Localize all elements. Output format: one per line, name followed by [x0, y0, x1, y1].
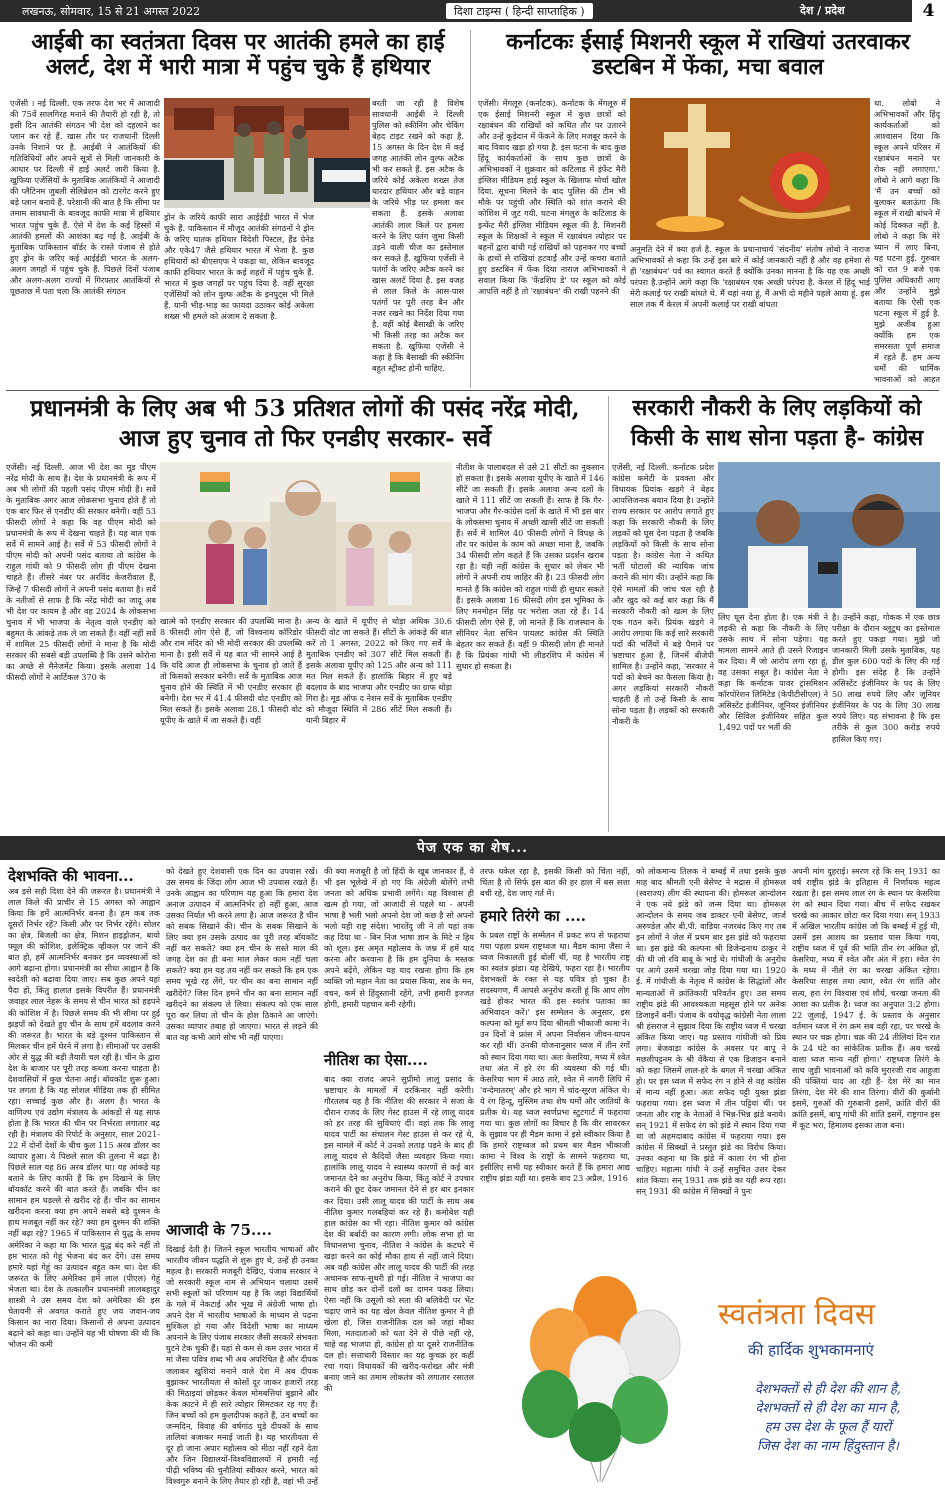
greeting-subtitle: की हार्दिक शुभकामनाएं — [748, 1341, 874, 1359]
story2-col1: एजेंसी। मेंगलूरु (कर्नाटक). कर्नाटक के मेंगलूरु में एक ईसाई मिशनरी स्कूल में कुछ छात्रों को रक्षाबंधन की राखियों को कथित तौर पर उतारने और उन्हें कूड़ेदान में फेंकने के लिए मजबूर करने के बाद विवाद खड़ा हो गया है. इस घटना के बाद कुछ हिंदू कार्यकर्ताओं के साथ कुछ छात्रों के अभिभावकों ने शुक्रवार को कटिलाड में इंफेंट मैरी इंग्लिश मीडियम हाई स्कूल के खिलाफ मोर्चा खोल दिया. सूचना मिलने के बाद पुलिस की टीम भी मौके पर पहुंची और स्थिति को शांत कराने की कोशिश में जुट गयी. घटना मंगलुरु के कटिलाड के इन्फेंट मैरी इंग्लिश मीडियम स्कूल की है. मिशनरी स्कूल के शिक्षकों ने स्कूल में रक्षाबंधन त्योहार पर बहनों द्वारा बांधी गई राखियों को पहनकर गए बच्चों के हाथों से राखियां हटवाईं और उन्हें कचरा बताते हुए डस्टबिन में फेंक दिया नाराज अभिभावकों ने सवाल किया कि 'फेंडशिप डे' पर स्कूल को कोई आपत्ति नहीं है तो 'रक्षाबंधन' की राखी पहनने की — [478, 98, 626, 296]
modi-photo — [160, 462, 452, 612]
balloons-graphic — [490, 1254, 720, 1486]
section-divider — [6, 390, 939, 391]
story4-headline-line1: सरकारी नौकरी के लिए लड़कियों को — [632, 395, 922, 421]
issue-date: लखनऊ, सोमवार, 15 से 21 अगस्त 2022 — [22, 5, 201, 18]
story4-col3: है। उन्होंने कहा, गोकक में एक छात्र परीक्षा के दौरान ब्लूटूथ का इस्तेमाल करते हुए पकड़ा गया। मुझे जो जानकारी मिली उसके मुताबिक, यह डील कुल 600 पदों के लिए की गई होगी। इस संदेह है कि उन्होंने असिस्टेंट इंजीनियर के पद के लिए 50 लाख रुपये लिए और जूनियर इंजीनियर के पद के लिए 30 लाख रुपये लिए। यह संभावना है कि इस तरीके से कुल 300 करोड़ रुपये हासिल किए गए। — [832, 612, 940, 744]
poem-line-4: जिस देश का नाम हिंदुस्तान है। — [757, 1439, 899, 1454]
tiranga-intro: तरफ धकेल रहा है, इसकी किसी को चिंता नहीं, चिंता है तो सिर्फ इस बात की हर हाल में बस सत्ता बची रहे, देश जाए गर्त में। — [480, 866, 630, 899]
page-header — [0, 0, 945, 22]
column-divider — [470, 30, 471, 388]
rakhi-photo — [630, 98, 870, 240]
azadi-heading: आजादी के 75.... — [166, 1221, 272, 1239]
greeting-title: स्वतंत्रता दिवस — [718, 1297, 876, 1332]
newspaper-name: दिशा टाइम्स ( हिन्दी साप्ताहिक ) — [446, 3, 593, 19]
story3-col3: अन्य के खाते में यूपीए से थोड़ा अधिक 30.6 फीसदी वोट जा सकते हैं। सीटों के आंकड़े की बात करें तो 1 अगस्त, 2022 को किए गए सर्वे के मुताबिक एनडीए को 307 सीटें मिल सकती हैं। इसके अलावा यूपीए को 125 और अन्य को 111 मत मिल सकते हैं। हालांकि बिहार में हुए बड़े बदलाव के बाद भाजपा और एनडीए का ग्राफ थोड़ा गिरा है। मूड ऑफ द नेशन सर्वे के मुताबिक एनडीए को मौजूदा स्थिति में 286 सीटें मिल सकती हैं। यानी बिहार में — [306, 616, 452, 726]
story3-col2: खात्मे को एनडीए सरकार की उपलब्धि माना है। 8 फीसदी लोग ऐसे हैं, जो विश्वनाथ कॉरिडोर और राम मंदिर को भी मोदी सरकार की उपलब्धि माना है। इसी सर्वे में यह बात भी सामने आई है कि यदि आज ही लोकसभा के चुनाव हो जाते हैं तो किसको सरकार बनेगी। सर्वे के मुताबिक आज चुनाव होने की स्थिति में भी एनडीए सरकार ही बनेगी। देश भर में 41.4 फीसदी वोट एनडीए को मिल सकते हैं। इसके अलावा 28.1 फीसदी वोट यूपीए के खाते में जा सकते हैं। वहीं — [160, 616, 302, 726]
nitish-heading: नीतिश का ऐसा.... — [324, 1051, 428, 1069]
story4-col2: लिए घूस देना होता है। एक मंत्री ने लड़की से कहा कि नौकरी के लिए उसके साथ में सोना पड़ेगा। यह मामला सामने आते ही उसने रिजाइन कर दिया। मैं जो आरोप लगा रहा हूं, वह उसका सबूत है। कांग्रेस नेता ने कहा कि कर्नाटक पावर ट्रांसमिशन कॉरपोरेशन लिमिटेड (केपीटीसीएल) ने असिस्टेंट इंजीनियर, जूनियर इंजीनियर और सिविल इंजीनियर सहित कुल 1,492 पदों पर भर्ती की — [718, 612, 828, 733]
flag-history-col: को लोकमान्य तिलक ने बम्बई में तथा इसके कुछ माह बाद श्रीमती एनी बेसेण्ट ने मद्रास में होमरूल (स्वराज्य) लीग की स्थापना की। होमरूल आन्दोलन ने एक नये झंडे को जन्म दिया था। होमरूल आन्दोलन के समय जब डाक्टर एनी बेसेण्ट, जार्ज अरुण्डेल और बी.पी. वाडिया नजरबंद किए गए तब इन लोगों ने जेल में प्रथम बार इस झंडे को फहराया था। इस झंडे की कल्पना श्री डिजेन्द्रनाथ ठाकुर ने की थी जो रवि बाबू के भाई थे। गांधीजी के अनुरोध पर आगे उसमें चरखा जोड़ दिया गया था। 1920 ई. में गांधीजी के नेतृत्व में कांग्रेस के सिद्धांतों और मान्यताओं में क्रांतिकारी परिवर्तन हुए। उस समय राष्ट्रीय झंडे की आवश्यकता महसूस होने पर अनेक डिजाइनें बनीं। पंजाब के वयोवृद्ध कांग्रेसी नेता लाला श्री हंसराज ने सुझाव दिया कि राष्ट्रीय ध्वज में चरखा अंकित किया जाए। यह प्रस्ताव गांधीजी को प्रिय लगा। बेजवाड़ा कांग्रेस के अवसर पर बापू ने मछलीपट्टनम के श्री वेंकैया से एक डिजाइन बनाने को कहा जिसमें लाल-हरे के बगल में चरखा अंकित हो। पर इस ध्वज में सफेद रंग न होने से वह कांग्रेस में मान्य नहीं हुआ। अतः सफेद पट्टी युक्त झंडा फहराया गया। इस ध्वज में तीन पट्टियां थीं। पर जनता और राष्ट्र के नेताओं ने भिन्न-भिन्न झंडे बनाये। सन् 1921 में सफेद रंग को झंडे में स्थान दिया गया था जो अहमदाबाद कांग्रेस में फहराया गया। इस कांग्रेस में सिक्खों ने प्रस्तुत झंडे का विरोध किया। उनका कहना था कि झंडे में काला रंग भी होना चाहिए। महात्मा गांधी ने उन्हें समुचित उत्तर देकर शांत किया। सन् 1931 तक झंडे का यही रूप रहा। सन् 1931 की कांग्रेस में सिक्खों ने पुनः — [636, 866, 786, 1197]
section-name: देश / प्रदेश — [800, 4, 845, 17]
continuation-banner-text: पेज एक का शेष... — [416, 840, 529, 856]
story1-headline: आईबी का स्वतंत्रता दिवस पर आतंकी हमले का हाई अलर्ट, देश में भारी मात्रा में पहुंच चुके हैं हथियार — [31, 29, 445, 81]
tiranga-col: के प्रबल राष्ट्रों के सम्मेलन में प्रकट रूप से फहराया गया पहला प्रथम राष्ट्रध्वज था। मैडम कामा जैसा ने ध्वज निकालती हुई बोलीं थीं, यह है भारतीय राष्ट्र का स्वतंत्र झंडा। यह देखिये, फहरा रहा है। भारतीय देशभक्तों के रक्त से यह पवित्र हो चुका है। सदस्यगण, मैं आपसे अनुरोध करती हूं कि आप लोग खड़े होकर भारत की इस स्वतंत्र पताका का अभिवादन करें।' इस सम्मेलन के अनुसार, इस कल्पना को मूर्त रूप दिया श्रीमती भीकाजी कामा ने। उन दिनों वे फ्रांस में अपना निर्वासन जीवन-यापन कर रही थीं। उनकी योजनानुसार ध्वज में तीन रंगों को स्थान दिया गया था। अतः केसरिया, मध्य में श्वेत तथा अंत में हरे रंग की व्यवस्था की गई थी। केसरिया भाग में आठ तारे, श्वेत में नागरी लिपि में 'वन्देमातरम्' और हरे भाग में चांद-सूरज अंकित थे। ये रंग हिन्दू, मुस्लिम तथा शेष धर्मों और जातियों के प्रतीक थे। यह ध्वज स्वर्णप्रभा स्टुटगार्ट में फहराया गया था। कुछ लोगों का विचार है कि वीर सावरकर के सुझाव पर ही मैडम कामा ने इसे स्वीकार किया है कि हमारे राष्ट्रध्वज को प्रथम बार मैडम भीकाजी कामा ने विश्व के राष्ट्रों के सामने फहराया था, इसीलिए सभी यह स्वीकार करते हैं कि हमारा आद्य राष्ट्रीय झंडा यही था। इसके बाद 23 अप्रैल, 1916 — [480, 930, 630, 1184]
greeting-poem — [718, 1380, 938, 1456]
page-number: 4 — [912, 0, 945, 22]
flag-history-col2: अपनी मांग दुहराई। स्मरण रहे कि सन् 1931 का वर्ष राष्ट्रीय झंडे के इतिहास में निर्णायक महत्व रखता है। इस समय लाल रंग के स्थान पर केसरिया रंग को स्थान दिया गया। बीच में सफेद रखकर चरखे का आकार छोटा कर दिया गया। सन् 1933 में अखिल भारतीय कांग्रेस जो कि बम्बई में हुई थी, उसमें इस आशय का प्रस्ताव पास किया गया, राष्ट्रीय ध्वज में पूर्व की भांति तीन रंग अंकित हों, केसरिया, मध्य में श्वेत और अंत में हरा। श्वेत रंग के मध्य में नीले रंग का चरखा अंकित रहेगा। केसरिया साहस तथा त्याग, श्वेत रंग शांति और सत्य, हरा रंग विश्वास एवं शौर्य, चरखा जनता की आशा का प्रतीक है। ध्वज का अनुपात 3:2 होगा। 22 जुलाई, 1947 ई. के प्रस्ताव के अनुसार वर्तमान ध्वज में रंग क्रम सब वही रहा, पर चरखे के स्थान पर चक्र होगा। चक्र की 24 तीलियां दिन रात के 24 घंटे का सांकेतिक प्रतीक हैं। अब चरखे वाला ध्वज मान्य नहीं होगा।' राष्ट्रध्वज तिरंगे के साथ जुड़ी भावनाओं को कवि मुरारजी राव आहुजा की पंक्तियां याद आ रही हैं- देश मेरे का मान तिरंगा, देश मेरे की शान तिरंगा। वीरों की कुर्बानी इसमें, गुरुओं की गुरुबानी इसमें, क्रांति वीरों की क्रांति इसमें, बापू गांधी की शांति इसमें, राष्ट्रगान इस में कूट भरा, हिमालय इसका ताज बना। — [792, 866, 940, 1131]
story4-col1: एजेंसी, नई दिल्ली. कर्नाटक प्रदेश कांग्रेस कमेटी के प्रवक्ता और विधायक प्रियांक खड़गे ने बेहद आपत्तिजनक बयान दिया है। उन्होंने राज्य सरकार पर आरोप लगाते हुए कहा कि सरकारी नौकरी के लिए लड़कों को घूस देना पड़ता है जबकि लड़कियों को किसी के साथ सोना पड़ता है। कांग्रेस नेता ने कथित भर्ती घोटालों की न्यायिक जांच कराने की मांग की। उन्होंने कहा कि ऐसे मामलों की जांच चल रही है और खुद को कई बार कहा कि मैं सरकारी नौकरी को खत्म के लिए एक गठन करें। प्रियंक खड़गे ने आरोप लगाया कि कई सारे सरकारी पदों की भर्तियों में बड़े पैमाने पर भ्रष्टाचार हुआ है, जिनमें बीजेपी शामिल है। उन्होंने कहा, 'सरकार ने पदों को बेचने का फैसला किया है। अगर लड़कियां सरकारी नौकरी चाहती हैं तो उन्हें किसी के साथ सोना पड़ता है। लड़कों को सरकारी नौकरी के — [612, 462, 714, 727]
story2-col2: अनुमति देने में क्या हर्ज है. स्कूल के प्रधानाचार्य 'संदनीय' संतोष लोबो ने नाराज अभिभावकों से कहा कि उन्हें इस बारे में कोई जानकारी नहीं है और वह हमेशा से ही 'रक्षाबंधन' पर्व का स्वागत करते हैं क्योंकि उनका मानना है कि यह एक अच्छी परंपरा है.उन्होंने आगे कहा कि 'रक्षाबंधन एक अच्छी परंपरा है. केरल में हिंदू भाई मेरी कलाई पर राखी बांधते थे. मैं यहां नया हूं, मैं अभी दो महीने पहले आया हूं. इस साल तक मैं केरल में अपनी कलाई पर राखी बांधता — [630, 244, 870, 310]
deshbhakti-col1: अब इसे सही दिशा देने की जरूरत है। प्रधानमंत्री ने लाल किले की प्राचीर से 15 अगस्त को आह्वान किया कि हमें आत्मनिर्भर बनना है। हम कब तक दूसरों निर्भर रहें? किसी और पर निर्भर रहेंगे। सोलर का क्षेत्र, बिजली का क्षेत्र, मिशन हाइड्रोजन, बायो फ्यूल की कोशिश, इलेक्ट्रिक व्हीकल पर जाने की बात हो, हमें आत्मनिर्भर बनकर इन व्यवस्थाओं को आगे बढ़ाना होगा। प्रधानमंत्री का सीधा आह्वान है कि स्वदेशी को बढ़ावा दिया जाए। सब कुछ अपने यहां पैदा हो, किंतु हालात इसके विपरीत हैं। प्रधानमंत्री जवाहर लाल नेहरू के समय से चीन भारत को हड़पने की कोशिश में है। पिछले समय की भी सीमा पर हुई झड़पों को देखते हुए चीन के साथ हमें बदलाव करने की जरूरत है। भारत के बड़े दुश्मन पाकिस्तान से मिलकर चीन हमें घेरने में लगा है। सीमाओं पर उसकी ओर से युद्ध की बड़ी तैयारी चल रही है। चीन के द्वारा देश के बाजार पर पूरी तरह कब्जा करना चाहता है। देशवासियों में कुछ चेतना आई। बॉयकॉट शुरू हुआ। पर लगता है कि यह सोशल मीडिया तक ही सीमित रहा। सच्चाई कुछ और है। अलग है। भारत के वाणिज्य एवं उद्योग मंत्रालय के आंकड़ों से यह साफ होता है कि भारत की चीन पर निर्भरता लगातार बढ़ रही है। मंत्रालय की रिपोर्ट के अनुसार, साल 2021-22 में दोनों देशों के बीच कुल 115 अरब डॉलर का व्यापार हुआ। ये पिछले साल की तुलना में बढ़ा है। पिछले साल यह 86 अरब डॉलर था। यह आंकड़े यह बताने के लिए काफी हैं कि हम दिखाने के लिए बॉयकॉट करने की बात करते हैं। जबकि चीन का सामान हम धड़ल्ले से खरीद रहे हैं। चीन का सामान खरीदना करना क्या हम अपने सबसे बड़े दुश्मन के हाथ मजबूत नहीं कर रहे? क्या हम दुश्मन की शक्ति नहीं बढ़ा रहे? 1965 में पाकिस्तान से युद्ध के समय अमेरिका ने कहा था कि भारत युद्ध बंद करे नहीं तो हम भारत को गेहूं भेजना बंद कर देंगे। उस समय हमारे यहां गेहूं का उत्पादन बहुत कम था। देश की जरूरत के लिए अमेरिका हमें लाल (पीएल) गेहूं भेजता था। देश के तत्कालीन प्रधानमंत्री लालबहादुर शास्त्री ने उस समय देश को अमेरिका की इस चेतावनी से अवगत कराते हुए जय जवान-जय किसान का नारा दिया। किसानों से अपना उत्पादन बढ़ाने को कहा था। उन्होंने यह भी घोषणा की थी कि भोजन की कमी — [8, 886, 160, 1349]
tiranga-heading: हमारे तिरंगे का .... — [480, 907, 586, 925]
nitish-col: बाद क्या राजद अपने सुप्रीमो लालू प्रसाद के भ्रष्टाचार के मामलों में दरकिनार नहीं करेगी। गौरतलब यह है कि नीतिश की सरकार ने सजा के दौरान राजद के लिए गेस्ट हाउस में रहे लालू यादव को हर तरह की सुविधाएं दीं। वहां तक कि लालू यादव पार्टी का संचालन गेस्ट हाउस से कर रहे थे, इस मामले में कोर्ट ने उनको लताड़ पड़ने के बाद ही लालू यादव से कैदियों जैसा व्यवहार किया गया। हालांकि लालू यादव ने स्वास्थ्य कारणों से कई बार जमानत देने का अनुरोध किया, किंतु कोर्ट ने उपचार कराने की छूट देकर जमानत देने से हर बार इनकार कर दिया। उसी लालू यादव की पार्टी के साथ अब नीतिश कुमार गलबहियां कर रहे हैं। कमोबेश यही हाल कांग्रेस का भी रहा। नीतिश कुमार को कांग्रेस देश की बर्बादी का कारण लगी। लोक सभा हो या विधानसभा चुनाव, नीतिश ने कांग्रेस के कटघरे में खड़ा करने का कोई मौका हाथ से नहीं जाने दिया। अब वही कांग्रेस और लालू यादव की पार्टी की तरह अचानक साफ-सुथरी हो गई। नीतिश ने भाजपा का साथ छोड़ कर दोनों दलों का दामन पकड़ लिया। ऐसा नहीं कि उसूलों को सता की बलिवेदी पर भेंट चढ़ाए जाने का यह खेल केवल नीतिश कुमार ने ही खेला हो, जिस राजनीतिक दल को जहां मौका मिला, मतदाताओं को धता देने से पीछे नहीं रहे, चाहे वह भाजपा हो, कांग्रेस हो या दूसरे राजनीतिक दल हो। सत्ताधारी विस्तार का यह कुचक्र हर कहीं रचा गया। विधायकों की खरीद-फरोख्त और मंत्री बनाए जाने का तमाम लोकतंत्र को लगातार रसातल की — [324, 1074, 474, 1394]
poem-line-2: देशभक्तों से ही देश का मान है, — [755, 1401, 901, 1416]
deshbhakti-heading: देशभक्ति की भावना... — [8, 867, 134, 885]
story3-col1: एजेंसी। नई दिल्ली. आज भी देश का मूड पीएम नरेंद्र मोदी के साथ है। देश के प्रधानमंत्री के रूप में अब भी लोगों की पहली पसंद पीएम मोदी हैं। सर्वे के मुताबिक अगर आज लोकसभा चुनाव होते हैं तो एक बार फिर से एनडीए की सरकार बनेगी। वहीं 53 फीसदी लोगों ने कहा कि वह पीएम मोदी को प्रधानमंत्री के रूप में देखना चाहते हैं। यह बात एक सर्वे में सामने आई है। सर्वे में 53 फीसदी लोगों ने पीएम मोदी को अपनी पसंद बताया तो कांग्रेस के राहुल गांधी को 9 फीसदी लोग ही पीएम देखना चाहते हैं। तीसरे नंबर पर अरविंद केजरीवाल हैं, जिन्हें 7 फीसदी लोगों ने अपनी पसंद बताया है। सर्वे के नतीजों से साफ है कि नरेंद्र मोदी का जादू अब भी देश पर कायम है और वह 2024 के लोकसभा चुनाव में भी भाजपा के नेतृत्व वाले एनडीए को बहुमत के आंकड़े तक ले जा सकते हैं। वहीं नहीं सर्वे में शामिल 25 फीसदी लोगों ने माना है कि मोदी सरकार की सबसे बड़ी उपलब्धि है कि उसने कोरोना का अच्छे से मैनेजमेंट किया। इसके अलावा 14 फीसदी लोगों ने आर्टिकल 370 के — [6, 462, 156, 682]
poem-line-3: हम उस देश के फूल हैं यारों — [764, 1420, 892, 1435]
story2-col3: था. लोबो ने अभिभावकों और हिंदू कार्यकर्ताओं को आश्वासन दिया कि स्कूल अपने परिसर में रक्षाबंधन मनाने पर रोक नहीं लगाएगा.' लोबो ने आगे कहा कि 'मैं उन बच्चों को बुलाकर बताऊंगा कि स्कूल में राखी बांधने में कोई दिक्कत नहीं है. लोबो ने कहा कि मेरे ध्यान में लाए बिना, यह घटना हुई. गुरुवार को रात 9 बजे एक पुलिस अधिकारी आए और उन्होंने मुझे बताया कि ऐसी एक घटना स्कूल में हुई है. मुझे अजीब हुआ क्योंकि हम एक समरसता पूर्ण समाज में रहते हैं. हम अन्य धर्मों की धार्मिक भावनाओं को आहत — [874, 98, 940, 385]
azadi-col: दिखाई देती है। जितने स्कूल भारतीय भाषाओं और भारतीय जीवन पद्धति से शुरू हुए थे, उन्हें ही उनका महत्व है। सरकारी मजबूरी देखिए, पंजाब सरकार ने जो सरकारी स्कूल नाम से अभियान चलाया उसमें सभी स्कूलों को परिणाम यह है कि जहां विद्यार्थियों के गले में नेकटाई और भूख में अंग्रेजी भाषा हो। अपने देश में भारतीय भाषाओं के माध्यम से पढ़ना मुश्किल हो गया और विदेशी भाषा का माध्यम अपनाने के लिए पंजाब सरकार जैसी सरकारें संभवतः घुटने टेक चुकी हैं। यहां से कम से कम उत्तर भारत में मां जैसा पवित्र शब्द भी अब अपरिचित है और दीपक जलाकर खुशियां मनाने वाले देश में अब दीपक बुझाकर भारतीयता से कोसों दूर जाकर हजारों तरह की मिठाइयां छोड़कर केवल मोमबत्तियां बुझाने और केक काटने में ही सारे त्योहार सिमटकर रह गए हैं। जिन बच्चों को हम कुलदीपक कहते हैं, उन बच्चों का जन्मदिन, विवाह की वर्षगांठ घुड़े दीपकों के साथ तालियां बजाकर मनाई जाती है। यह भारतीयता से दूर हो जाना अपार महोत्सव को मीठा नहीं रहने देता और जिन विद्यालयों-विश्वविद्यालयों में हमारी नई पीढ़ी भविष्य की चुनौतियां स्वीकार करने, भारत को विश्वगुरु बनाने के लिए तैयार हो रही है, वहां भी उन्हें — [166, 1244, 318, 1486]
story3-headline-line2: आज हुए चुनाव तो फिर एनडीए सरकार- सर्वे — [118, 425, 492, 452]
story4-headline-line2: किसी के साथ सोना पड़ता है- कांग्रेस — [630, 425, 924, 451]
story2-headline: कर्नाटकः ईसाई मिशनरी स्कूल में राखियां उतरवाकर डस्टबिन में फेंका, मचा बवाल — [506, 29, 910, 81]
amrit-col: की क्या मजबूरी है जो हिंदी के खूब जानकार हैं, वे भी इस भूलेखे में हो गए कि अंग्रेजी बोलेंगे तभी जनता को अधिक प्रभावी लगेंगे। यह विश्वास ही खत्म हो गया, जो आजादी से पहले था - अपनी भाषा है भली भलो अपनो देश जो कछ है सो अपनो भलो यही राष्ट्र संदेश। भारतेंदु जी ने तो यहां तक कह दिया था - बिन निज भाषा ज्ञान के मिटे न हिय को शूल। इस अमृत महोत्सव के जश्न में हमें याद करना और करवाना है कि हम दुनिया के मस्तक अपने बढ़ेंगे, लेकिन यह याद रखना होगा कि हम व्यक्ति जो महान नेता का प्रयास किया, सब के मन, वचन, कर्म से हिंदुस्तानी रहेंगे, तभी हमारी इज्जत होगी, हमारी पहचान बनी रहेगी। — [324, 866, 474, 1009]
story1-col3: बरती जा रही है विशेष सावधानी आईबी ने दिल्ली पुलिस को स्कीनिंग और चेकिंग बेहद टाइट रखने को कहा है. 15 अगस्त के दिन देश में कई जगह आतंकी लोन वुल्फ अटैक भी कर सकते हैं. इस अटैक के जरिये कोई अकेला शख्स तेज धारदार हथियार और बड़े वाहन के जरिये भीड़ पर हमला कर सकता है. इसके अलावा आतंकी लाल किले पर हमला करने के लिए पतंग जुमा किसी उड़ने वाली चीज का इस्तेमाल कर सकते हैं. खुफिया एजेंसी ने पतंगों के जरिए अटैक करने का खास अलर्ट दिया है. इस वजह से लाल किले के आस-पास पतंगों पर पूरी तरह बैन और नजर रखने का निर्देश दिया गया है. वहीं कोई बैसाखी के जरिए भी किसी तरह का अटैक कर सकता है. खुफिया एजेंसी ने कहा है कि बैसाखी की स्कीनिंग बहुत स्ट्रीक्ट होनी चाहिए. — [372, 98, 464, 374]
story1-col2: ड्रोन के जरिये काफी सारा आईईडी भारत में भेज चुके हैं. पाकिस्तान में मौजूद आतंकी संगठनों ने ड्रोन के जरिए घातक हथियार विदेशी पिस्टल, हैंड ग्रेनेड और एके47 जैसे हथियार भारत में भेजा है. कुछ हथियारों को बीएसएफ ने पकड़ा था, लेकिन बावजूद काफी हथियार भारत के कई शहरों में पहुंच चुके हैं. भारत में कुछ जगहों पर पहुंच दिया है. वहीं सुरक्षा एजेंसियों को लोन वुल्फ अटैक के इनपुट्स भी मिले हैं. यानी भीड़-भाड़ का फायदा उठाकर कोई अकेला शख्स भी हमले को अंजाम दे सकता है. — [164, 212, 314, 322]
poem-line-1: देशभक्तों से ही देश की शान है, — [754, 1382, 902, 1397]
deshbhakti-col2: को देखते हुए देशवासी एक दिन का उपवास रखें। उस समय के जिंदा लोग आज भी उपवास रखते हैं। उनके आह्वान का परिणाम यह हुआ कि हमारा देश अनाज उत्पादन में आत्मनिर्भर हो नहीं हुआ, आज उसका निर्यात भी करने लगा है। आज जरूरत है चीन को सबक सिखाने की। चीन के सबक सिखाने के लिए क्या हम उसके उत्पाद का पूरी तरह बॉयकॉट नहीं कर सकते? क्या हम चीन के सस्ते माल की जगह देश का ही बना माल लेकर काम नहीं चला सकते? क्या हम यह तय नहीं कर सकते कि हम एक समय भूखे रह लेंगे, पर चीन का बना सामान नहीं खरीदेंगे? जिस दिन हमने चीन का बना सामान नहीं खरीदने का संकल्प ले लिया। संकल्प को एक साल पूरा कर लिया तो चीन के होश ठिकाने आ जाएंगे। उसका व्यापार तबाह हो जाएगा। भारत से लड़ने की बात वह कभी आगे सोच भी नहीं पाएगा। — [166, 866, 318, 1042]
story3-col4: नीतीश के पालाबदल से उसे 21 सीटों का नुकसान हो सकता है। इसके अलावा यूपीए के खाते में 146 सीटें जा सकती हैं। इसके अलावा अन्य दलों के खाते में 111 सीटें जा सकती हैं। साफ है कि गैर-भाजपा और गैर-कांग्रेस दलों के खाते में भी इस बार के लोकसभा चुनाव में अच्छी खासी सीटें जा सकती हैं। सर्वे में शामिल 40 फीसदी लोगों ने विपक्ष के तौर पर कांग्रेस के काम को अच्छा माना है, जबकि 34 फीसदी लोग कहते हैं कि उसका प्रदर्शन खराब रहा है। यही नहीं कांग्रेस के सुधार को लेकर भी लोगों ने अपनी राय जाहिर की है। 23 फीसदी लोग मानते हैं कि कांग्रेस को राहुल गांधी ही सुधार सकते हैं। इसके अलावा 16 फीसदी लोग इस भूमिका के लिए मनमोहन सिंह पर भरोसा जता रहे हैं। 14 फीसदी लोग ऐसे हैं, जो मानते हैं कि राजस्थान के सीनियर नेता सचिन पायलट कांग्रेस की स्थिति बेहतर कर सकते हैं। वहीं 9 फीसदी लोग ही मानते हैं कि प्रियंका गांधी भी लीडरशिप में कांग्रेस में सुधार हो सकता है। — [456, 462, 604, 671]
story1-col1: एजेंसी । नई दिल्ली. एक तरफ देश भर में आजादी की 75वें सालगिरह मनाने की तैयारी हो रही है, तो इसी दिन आतंकी संगठन भी देश को दहलाने का प्लान कर रहे हैं. खास तौर पर राजधानी दिल्ली उनके निशाने पर है. आईबी ने आतंकियों की गतिविधियों और अपने सूत्रों से मिली जानकारी के आधार पर दिल्ली में हाई अलर्ट जारी किया है. खुफिया एजेंसियों के मुताबिक आतंकियों ने आजादी की प्लैटिनम जुबली सेलिब्रेशन को टारगेट करने हुए बड़े प्लान बनाये हैं. परेशानी की बात है कि सीमा पर तमाम सावधानी के बावजूद काफी मात्रा में हथियार भारत पहुंच चुके हैं. ऐसे में देश के कई हिस्सों में आतंकी हमलों की आशंका बढ़ गई है. आईबी के मुताबिक पाकिस्तान बॉर्डर के रास्ते पंजाब से होते हुए ड्रोन के जरिए कई आईईडी भारत के अलग-अलग जगहों में पहुंच चुके हैं. पिछले दिनों पंजाब और अलग-अलग राज्यों में गिरफ्तार आतंकियों से पूछताछ में पता चला कि आतंकी संगठन — [10, 98, 160, 296]
column-divider — [608, 396, 609, 832]
story3-headline-line1: प्रधानमंत्री के लिए अब भी 53 प्रतिशत लोगों की पसंद नरेंद्र मोदी, — [30, 395, 580, 422]
kharge-photo — [718, 462, 940, 608]
